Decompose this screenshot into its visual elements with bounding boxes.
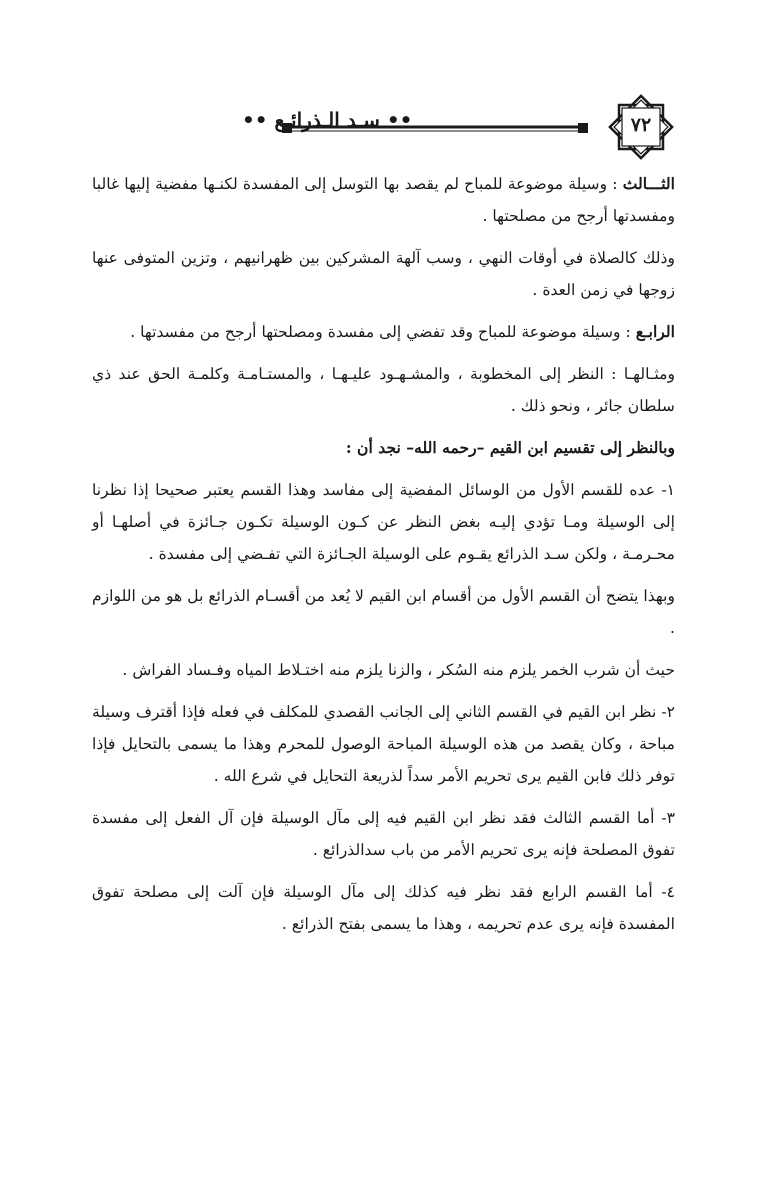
paragraph-text: وبهذا يتضح أن القسم الأول من أقسام ابن القيم لا يُعد من أقسـام الذرائع بل هو من اللوازم . <box>92 587 675 637</box>
paragraph-third-examples <box>92 242 675 306</box>
paragraph-text: حيث أن شرب الخمر يلزم منه السُكر ، والزنا يلزم منه اختـلاط المياه وفـساد الفراش . <box>122 661 675 679</box>
paragraph-fourth-examples <box>92 358 675 422</box>
body-text <box>92 168 675 950</box>
paragraph-point-3 <box>92 802 675 866</box>
paragraph-lead: الرابـع <box>635 322 675 341</box>
paragraph-text: : وسيلة موضوعة للمباح وقد تفضي إلى مفسدة ومصلحتها أرجح من مفسدتها . <box>130 323 636 341</box>
paragraph-text: ومثـالهـا : النظر إلى المخطوبة ، والمشـهـود عليـهـا ، والمستـامـة وكلمـة الحق عند ذي سلطان جائر ، ونحو ذلك . <box>92 365 675 415</box>
paragraph-point-1 <box>92 474 675 570</box>
paragraph-text: ١- عده للقسم الأول من الوسائل المفضية إلى مفاسد وهذا القسم يعتبر صحيحا إذا نظرنا إلى الوسيلة ومـا تؤدي إليـه بغض النظر عن كـون الوسيلة تكـون جـائزة في أصلهـا أو محـرمـة ، ولكن سـد الذرائع يقـوم على الوسيلة الجـائزة التي تفـضي إلى مفسدة . <box>92 481 675 563</box>
running-title: •• سـد الـذرائـع •• <box>242 108 413 132</box>
paragraph-text: ٣- أما القسم الثالث فقد نظر ابن القيم فيه إلى مآل الوسيلة فإن آل الفعل إلى مفسدة تفوق المصلحة فإنه يرى تحريم الأمر من باب سدالذرائع . <box>92 809 675 859</box>
paragraph-text: وذلك كالصلاة في أوقات النهي ، وسب آلهة المشركين بين ظهرانيهم ، وتزين المتوفى عنها زوجها في زمن العدة . <box>92 249 675 299</box>
paragraph-third <box>92 168 675 232</box>
paragraph-text: ٤- أما القسم الرابع فقد نظر فيه كذلك إلى مآل الوسيلة فإن آلت إلى مصلحة تفوق المفسدة فإنه يرى عدم تحريمه ، وهذا ما يسمى بفتح الذرائع . <box>92 883 675 933</box>
paragraph-point-2 <box>92 696 675 792</box>
paragraph-text: ٢- نظر ابن القيم في القسم الثاني إلى الجانب القصدي للمكلف في فعله فإذا أقترف وسيلة مباحة ، وكان يقصد من هذه الوسيلة المباحة الوصول للمحرم وهذا ما يسمى بالتحايل فإذا توفر ذلك فابن القيم يرى تحريم الأمر سداً لذريعة التحايل في شرع الله . <box>92 703 675 785</box>
paragraph-conclusion <box>92 580 675 644</box>
page-header <box>90 92 676 162</box>
paragraph-fourth <box>92 316 675 348</box>
page-number: ٧٢ <box>630 114 652 136</box>
paragraph-point-4 <box>92 876 675 940</box>
paragraph-lead: الثـــالث <box>622 174 675 193</box>
section-heading: وبالنظر إلى تقسيم ابن القيم –رحمه الله– نجد أن : <box>345 438 675 457</box>
paragraph-example <box>92 654 675 686</box>
paragraph-text: : وسيلة موضوعة للمباح لم يقصد بها التوسل إلى المفسدة لكنـها مفضية إليها غالبا ومفسدتها أرجح من مصلحتها . <box>92 175 675 225</box>
